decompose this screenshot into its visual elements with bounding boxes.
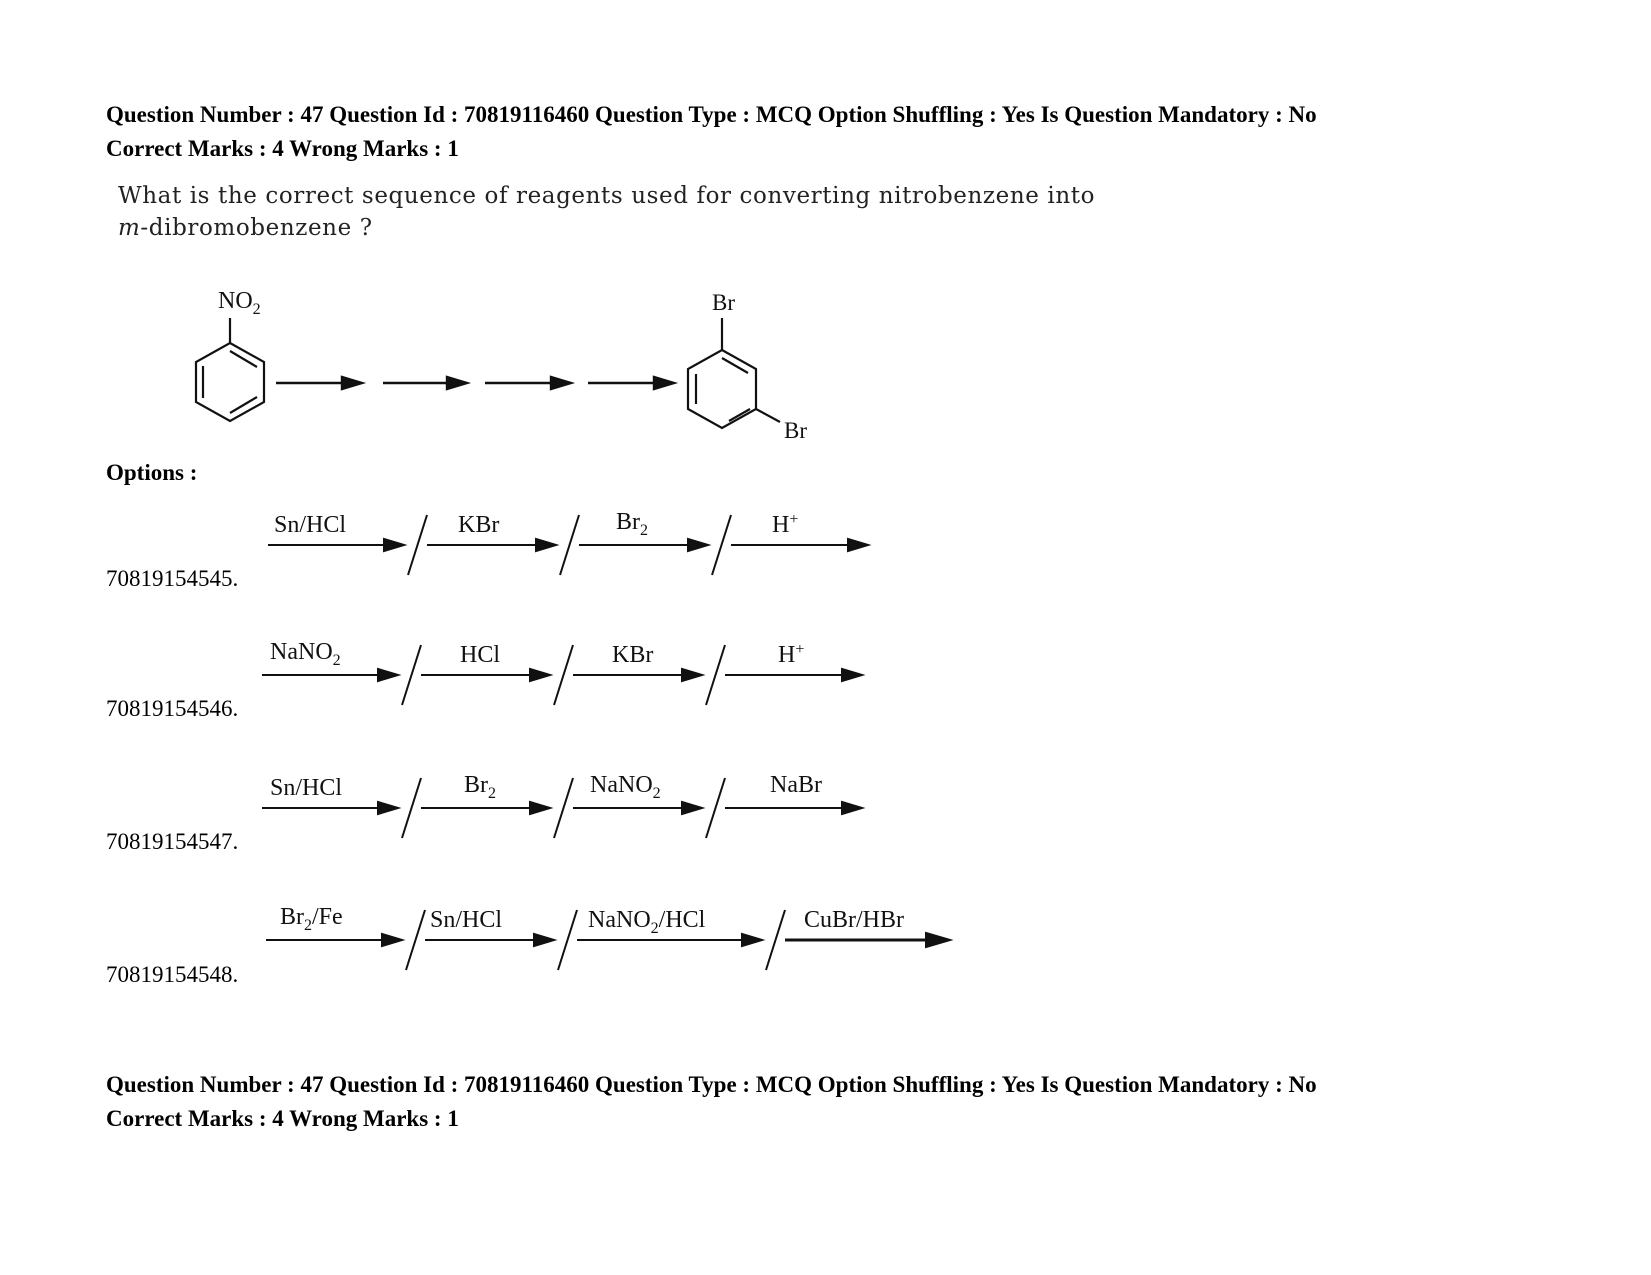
option-3-reagent-4: NaBr xyxy=(770,772,822,798)
meta-line-2: Correct Marks : 4 Wrong Marks : 1 xyxy=(106,136,459,161)
meta-line-2: Correct Marks : 4 Wrong Marks : 1 xyxy=(106,1106,459,1131)
question-meta-bottom xyxy=(106,1068,1317,1136)
option-id-4: 70819154548. xyxy=(106,962,239,987)
option-4-scheme xyxy=(250,900,990,980)
meta-line-1: Question Number : 47 Question Id : 70819116460 Question Type : MCQ Option Shuffling : Yes Is Question Mandatory : No xyxy=(106,1072,1317,1097)
option-2-scheme xyxy=(250,635,890,715)
meta-line-1: Question Number : 47 Question Id : 70819116460 Question Type : MCQ Option Shuffling : Yes Is Question Mandatory : No xyxy=(106,102,1317,127)
option-2-reagent-1: NaNO$_2$ xyxy=(270,639,341,669)
option-3-reagent-1: Sn/HCl xyxy=(270,775,343,801)
reaction-arrows xyxy=(276,377,674,389)
br-bottom-label: Br xyxy=(784,418,807,443)
option-2-reagent-2: HCl xyxy=(460,642,501,668)
question-line-1: What is the correct sequence of reagents used for converting nitrobenzene into xyxy=(118,183,1096,209)
question-line-2: m-dibromobenzene ? xyxy=(118,215,373,241)
option-1-reagent-4: H+ xyxy=(772,511,799,538)
options-label: Options : xyxy=(106,460,198,485)
nitrobenzene-structure xyxy=(196,318,264,421)
reaction-scheme xyxy=(0,270,900,460)
option-3-scheme xyxy=(250,768,890,848)
option-1-scheme xyxy=(250,505,890,585)
option-4-reagent-2: Sn/HCl xyxy=(430,907,503,933)
option-2-reagent-3: KBr xyxy=(612,642,654,668)
option-id-2: 70819154546. xyxy=(106,696,239,721)
dibromobenzene-structure xyxy=(688,318,780,428)
option-3-reagent-3: NaNO$_2$ xyxy=(590,772,661,802)
option-4-reagent-3: NaNO$_2$/HCl xyxy=(588,907,706,937)
br-top-label: Br xyxy=(712,290,735,315)
question-meta-top xyxy=(106,98,1317,166)
option-4-reagent-4: CuBr/HBr xyxy=(804,907,905,933)
option-4-reagent-1: $Br_2/Fe$ xyxy=(280,904,343,934)
option-1-reagent-3: $Br_2$ xyxy=(616,509,648,539)
option-id-3: 70819154547. xyxy=(106,829,239,854)
no2-label: $NO_2$ xyxy=(218,288,261,318)
option-id-1: 70819154545. xyxy=(106,566,239,591)
question-text xyxy=(118,180,1095,244)
option-1-reagent-1: Sn/HCl xyxy=(274,512,347,538)
option-3-reagent-2: $Br_2$ xyxy=(464,772,496,802)
option-2-reagent-4: H+ xyxy=(778,641,805,668)
option-1-reagent-2: KBr xyxy=(458,512,500,538)
